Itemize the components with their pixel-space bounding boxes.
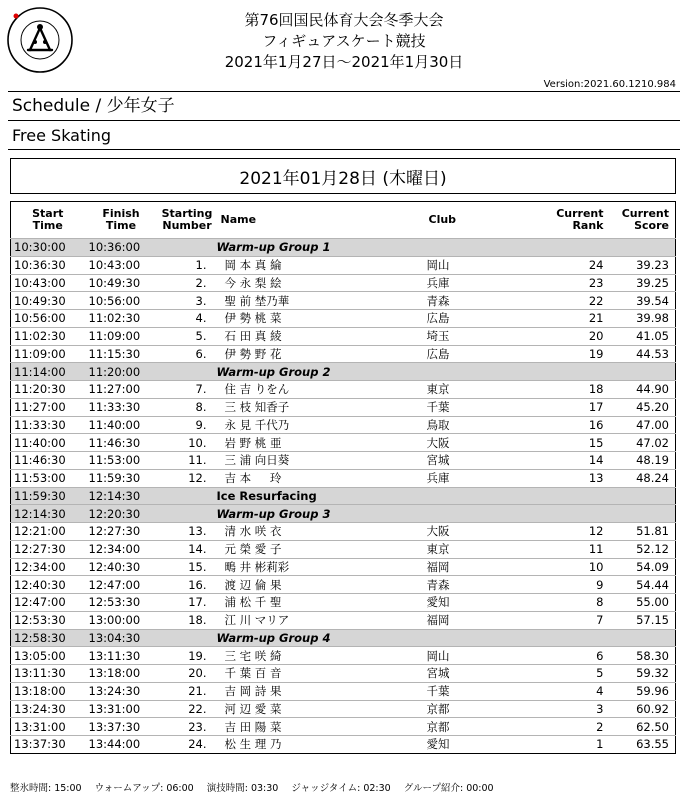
club-cell: 宮城 [425, 452, 526, 470]
skater-name-cell: 松 生 理 乃 [217, 736, 425, 754]
current-score-cell: 55.00 [610, 594, 676, 612]
start-time-cell: 12:21:00 [11, 523, 85, 541]
start-time-cell: 10:36:30 [11, 256, 85, 274]
current-rank-cell: 7 [526, 611, 610, 629]
current-score-cell: 48.19 [610, 452, 676, 470]
table-row [11, 558, 676, 576]
starting-number-cell: 3. [158, 292, 217, 310]
col-start-time: Start Time [32, 207, 64, 232]
spacer-cell [158, 487, 217, 505]
current-rank-cell: 8 [526, 594, 610, 612]
start-time-cell: 10:49:30 [11, 292, 85, 310]
club-cell: 宮城 [425, 665, 526, 683]
start-time-cell: 10:30:00 [11, 239, 85, 257]
club-cell: 大阪 [425, 523, 526, 541]
table-row [11, 452, 676, 470]
current-score-cell: 45.20 [610, 398, 676, 416]
ice-resurfacing-row [11, 487, 676, 505]
current-score-cell: 48.24 [610, 469, 676, 487]
skater-name-cell: 元 榮 愛 子 [217, 540, 425, 558]
start-time-cell: 11:33:30 [11, 416, 85, 434]
finish-time-cell: 12:20:30 [85, 505, 158, 523]
start-time-cell: 13:37:30 [11, 736, 85, 754]
table-row [11, 682, 676, 700]
club-cell: 兵庫 [425, 274, 526, 292]
finish-time-cell: 10:49:30 [85, 274, 158, 292]
skater-name-cell: 河 辺 愛 菜 [217, 700, 425, 718]
finish-time-cell: 13:00:00 [85, 611, 158, 629]
current-rank-cell: 22 [526, 292, 610, 310]
starting-number-cell: 1. [158, 256, 217, 274]
footer-group-intro-time: グループ紹介: 00:00 [403, 783, 494, 794]
col-finish-time: Finish Time [102, 207, 140, 232]
table-row [11, 665, 676, 683]
skater-name-cell: 伊 勢 桃 菜 [217, 310, 425, 328]
table-row [11, 594, 676, 612]
current-rank-cell: 15 [526, 434, 610, 452]
club-cell: 広島 [425, 310, 526, 328]
club-cell: 岡山 [425, 256, 526, 274]
col-name: Name [220, 213, 257, 226]
club-cell: 京都 [425, 700, 526, 718]
title-line-3: 2021年1月27日～2021年1月30日 [224, 53, 464, 71]
current-score-cell: 51.81 [610, 523, 676, 541]
current-rank-cell: 11 [526, 540, 610, 558]
current-rank-cell: 3 [526, 700, 610, 718]
col-current-rank: Current Rank [556, 207, 604, 232]
spacer-cell [158, 505, 217, 523]
table-body [11, 239, 676, 754]
finish-time-cell: 10:56:00 [85, 292, 158, 310]
current-score-cell: 59.96 [610, 682, 676, 700]
current-rank-cell: 10 [526, 558, 610, 576]
starting-number-cell: 10. [158, 434, 217, 452]
current-score-cell: 52.12 [610, 540, 676, 558]
starting-number-cell: 24. [158, 736, 217, 754]
current-score-cell: 39.25 [610, 274, 676, 292]
finish-time-cell: 11:40:00 [85, 416, 158, 434]
table-row [11, 523, 676, 541]
skater-name-cell: 今 永 梨 絵 [217, 274, 425, 292]
current-rank-cell: 2 [526, 718, 610, 736]
warmup-group-label: Warm-up Group 3 [217, 505, 676, 523]
skater-name-cell: 伊 勢 野 花 [217, 345, 425, 363]
finish-time-cell: 13:44:00 [85, 736, 158, 754]
current-rank-cell: 17 [526, 398, 610, 416]
current-score-cell: 54.44 [610, 576, 676, 594]
col-current-score: Current Score [621, 207, 669, 232]
current-rank-cell: 9 [526, 576, 610, 594]
current-rank-cell: 5 [526, 665, 610, 683]
current-score-cell: 59.32 [610, 665, 676, 683]
table-row [11, 398, 676, 416]
skater-name-cell: 清 水 咲 衣 [217, 523, 425, 541]
table-row [11, 540, 676, 558]
starting-number-cell: 15. [158, 558, 217, 576]
finish-time-cell: 13:24:30 [85, 682, 158, 700]
table-row [11, 310, 676, 328]
col-starting-number: Starting Number [161, 207, 213, 232]
current-rank-cell: 16 [526, 416, 610, 434]
spacer-cell [158, 363, 217, 381]
skater-name-cell: 三 枝 知香子 [217, 398, 425, 416]
start-time-cell: 11:27:00 [11, 398, 85, 416]
current-score-cell: 44.90 [610, 381, 676, 399]
table-row [11, 292, 676, 310]
start-time-cell: 12:27:30 [11, 540, 85, 558]
current-score-cell: 47.02 [610, 434, 676, 452]
current-score-cell: 62.50 [610, 718, 676, 736]
starting-number-cell: 11. [158, 452, 217, 470]
current-score-cell: 39.98 [610, 310, 676, 328]
warmup-group-row [11, 629, 676, 647]
table-header-row [11, 202, 676, 239]
start-time-cell: 11:40:00 [11, 434, 85, 452]
table-row [11, 469, 676, 487]
table-row [11, 576, 676, 594]
current-score-cell: 60.92 [610, 700, 676, 718]
warmup-group-label: Warm-up Group 1 [217, 239, 676, 257]
current-rank-cell: 1 [526, 736, 610, 754]
current-score-cell: 58.30 [610, 647, 676, 665]
finish-time-cell: 13:31:00 [85, 700, 158, 718]
starting-number-cell: 2. [158, 274, 217, 292]
current-score-cell: 57.15 [610, 611, 676, 629]
finish-time-cell: 12:47:00 [85, 576, 158, 594]
club-cell: 愛知 [425, 736, 526, 754]
current-rank-cell: 4 [526, 682, 610, 700]
skater-name-cell: 吉 本 玲 [217, 469, 425, 487]
event-title [0, 10, 688, 73]
start-time-cell: 13:31:00 [11, 718, 85, 736]
segment-title: Free Skating [12, 126, 111, 145]
skater-name-cell: 三 浦 向日葵 [217, 452, 425, 470]
starting-number-cell: 6. [158, 345, 217, 363]
version-label: Version:2021.60.1210.984 [543, 79, 676, 90]
starting-number-cell: 23. [158, 718, 217, 736]
table-row [11, 647, 676, 665]
club-cell: 埼玉 [425, 327, 526, 345]
finish-time-cell: 11:53:00 [85, 452, 158, 470]
finish-time-cell: 10:36:00 [85, 239, 158, 257]
spacer-cell [158, 239, 217, 257]
current-score-cell: 41.05 [610, 327, 676, 345]
skater-name-cell: 石 田 真 綾 [217, 327, 425, 345]
start-time-cell: 11:59:30 [11, 487, 85, 505]
table-row [11, 274, 676, 292]
current-rank-cell: 13 [526, 469, 610, 487]
finish-time-cell: 11:33:30 [85, 398, 158, 416]
finish-time-cell: 12:53:30 [85, 594, 158, 612]
skater-name-cell: 鴫 井 彬莉彩 [217, 558, 425, 576]
current-rank-cell: 23 [526, 274, 610, 292]
start-time-cell: 12:53:30 [11, 611, 85, 629]
finish-time-cell: 11:02:30 [85, 310, 158, 328]
start-time-cell: 11:53:00 [11, 469, 85, 487]
skater-name-cell: 岩 野 桃 亜 [217, 434, 425, 452]
starting-number-cell: 19. [158, 647, 217, 665]
start-time-cell: 10:43:00 [11, 274, 85, 292]
skater-name-cell: 三 宅 咲 綺 [217, 647, 425, 665]
schedule-table [10, 201, 676, 754]
starting-number-cell: 8. [158, 398, 217, 416]
club-cell: 福岡 [425, 558, 526, 576]
club-cell: 青森 [425, 292, 526, 310]
starting-number-cell: 18. [158, 611, 217, 629]
start-time-cell: 12:47:00 [11, 594, 85, 612]
warmup-group-row [11, 239, 676, 257]
schedule-title: Schedule / 少年女子 [12, 96, 175, 116]
current-score-cell: 39.54 [610, 292, 676, 310]
col-club: Club [428, 213, 457, 226]
start-time-cell: 11:46:30 [11, 452, 85, 470]
starting-number-cell: 22. [158, 700, 217, 718]
current-score-cell: 47.00 [610, 416, 676, 434]
club-cell: 京都 [425, 718, 526, 736]
current-rank-cell: 24 [526, 256, 610, 274]
club-cell: 愛知 [425, 594, 526, 612]
finish-time-cell: 11:27:00 [85, 381, 158, 399]
finish-time-cell: 10:43:00 [85, 256, 158, 274]
club-cell: 岡山 [425, 647, 526, 665]
table-row [11, 327, 676, 345]
current-rank-cell: 18 [526, 381, 610, 399]
starting-number-cell: 16. [158, 576, 217, 594]
warmup-group-row [11, 505, 676, 523]
starting-number-cell: 4. [158, 310, 217, 328]
current-rank-cell: 6 [526, 647, 610, 665]
ice-resurfacing-label: Ice Resurfacing [217, 487, 676, 505]
skater-name-cell: 江 川 マリア [217, 611, 425, 629]
starting-number-cell: 20. [158, 665, 217, 683]
skater-name-cell: 聖 前 埜乃華 [217, 292, 425, 310]
finish-time-cell: 11:20:00 [85, 363, 158, 381]
schedule-table-wrap [10, 201, 677, 754]
current-rank-cell: 12 [526, 523, 610, 541]
club-cell: 広島 [425, 345, 526, 363]
starting-number-cell: 13. [158, 523, 217, 541]
current-rank-cell: 20 [526, 327, 610, 345]
finish-time-cell: 11:59:30 [85, 469, 158, 487]
table-row [11, 416, 676, 434]
date-box [10, 158, 676, 194]
club-cell: 兵庫 [425, 469, 526, 487]
club-cell: 東京 [425, 540, 526, 558]
header-divider [8, 91, 680, 92]
current-score-cell: 39.23 [610, 256, 676, 274]
starting-number-cell: 9. [158, 416, 217, 434]
club-cell: 鳥取 [425, 416, 526, 434]
start-time-cell: 12:34:00 [11, 558, 85, 576]
finish-time-cell: 11:46:30 [85, 434, 158, 452]
title-line-2: フィギュアスケート競技 [262, 32, 426, 50]
table-row [11, 718, 676, 736]
club-cell: 東京 [425, 381, 526, 399]
footer-performance-time: 演技時間: 03:30 [206, 783, 279, 794]
finish-time-cell: 12:34:00 [85, 540, 158, 558]
finish-time-cell: 13:04:30 [85, 629, 158, 647]
current-rank-cell: 14 [526, 452, 610, 470]
starting-number-cell: 12. [158, 469, 217, 487]
start-time-cell: 12:58:30 [11, 629, 85, 647]
starting-number-cell: 7. [158, 381, 217, 399]
finish-time-cell: 13:18:00 [85, 665, 158, 683]
warmup-group-label: Warm-up Group 2 [217, 363, 676, 381]
table-row [11, 345, 676, 363]
table-row [11, 381, 676, 399]
club-cell: 千葉 [425, 682, 526, 700]
finish-time-cell: 12:40:30 [85, 558, 158, 576]
footer-ice-time: 整氷時間: 15:00 [10, 783, 82, 794]
table-row [11, 611, 676, 629]
schedule-date: 2021年01月28日 (木曜日) [239, 168, 447, 189]
segment-divider [8, 149, 680, 150]
table-row [11, 736, 676, 754]
start-time-cell: 11:09:00 [11, 345, 85, 363]
skater-name-cell: 永 見 千代乃 [217, 416, 425, 434]
club-cell: 福岡 [425, 611, 526, 629]
start-time-cell: 11:14:00 [11, 363, 85, 381]
skater-name-cell: 浦 松 千 聖 [217, 594, 425, 612]
current-score-cell: 63.55 [610, 736, 676, 754]
start-time-cell: 13:24:30 [11, 700, 85, 718]
start-time-cell: 13:05:00 [11, 647, 85, 665]
skater-name-cell: 吉 岡 詩 果 [217, 682, 425, 700]
starting-number-cell: 5. [158, 327, 217, 345]
spacer-cell [158, 629, 217, 647]
footer-timing [10, 780, 504, 794]
current-rank-cell: 21 [526, 310, 610, 328]
finish-time-cell: 12:27:30 [85, 523, 158, 541]
club-cell: 千葉 [425, 398, 526, 416]
start-time-cell: 12:14:30 [11, 505, 85, 523]
finish-time-cell: 11:15:30 [85, 345, 158, 363]
start-time-cell: 12:40:30 [11, 576, 85, 594]
footer-judge-time: ジャッジタイム: 02:30 [291, 783, 391, 794]
skater-name-cell: 渡 辺 倫 果 [217, 576, 425, 594]
starting-number-cell: 14. [158, 540, 217, 558]
starting-number-cell: 17. [158, 594, 217, 612]
start-time-cell: 11:02:30 [11, 327, 85, 345]
club-cell: 大阪 [425, 434, 526, 452]
finish-time-cell: 12:14:30 [85, 487, 158, 505]
warmup-group-label: Warm-up Group 4 [217, 629, 676, 647]
finish-time-cell: 11:09:00 [85, 327, 158, 345]
warmup-group-row [11, 363, 676, 381]
skater-name-cell: 千 葉 百 音 [217, 665, 425, 683]
club-cell: 青森 [425, 576, 526, 594]
start-time-cell: 13:11:30 [11, 665, 85, 683]
start-time-cell: 11:20:30 [11, 381, 85, 399]
current-rank-cell: 19 [526, 345, 610, 363]
current-score-cell: 54.09 [610, 558, 676, 576]
starting-number-cell: 21. [158, 682, 217, 700]
skater-name-cell: 吉 田 陽 菜 [217, 718, 425, 736]
title-line-1: 第76回国民体育大会冬季大会 [244, 11, 444, 29]
table-row [11, 700, 676, 718]
start-time-cell: 10:56:00 [11, 310, 85, 328]
start-time-cell: 13:18:00 [11, 682, 85, 700]
footer-warmup-time: ウォームアップ: 06:00 [94, 783, 194, 794]
skater-name-cell: 住 吉 りをん [217, 381, 425, 399]
table-row [11, 256, 676, 274]
finish-time-cell: 13:11:30 [85, 647, 158, 665]
schedule-divider [8, 120, 680, 121]
current-score-cell: 44.53 [610, 345, 676, 363]
table-row [11, 434, 676, 452]
skater-name-cell: 岡 本 真 綸 [217, 256, 425, 274]
finish-time-cell: 13:37:30 [85, 718, 158, 736]
